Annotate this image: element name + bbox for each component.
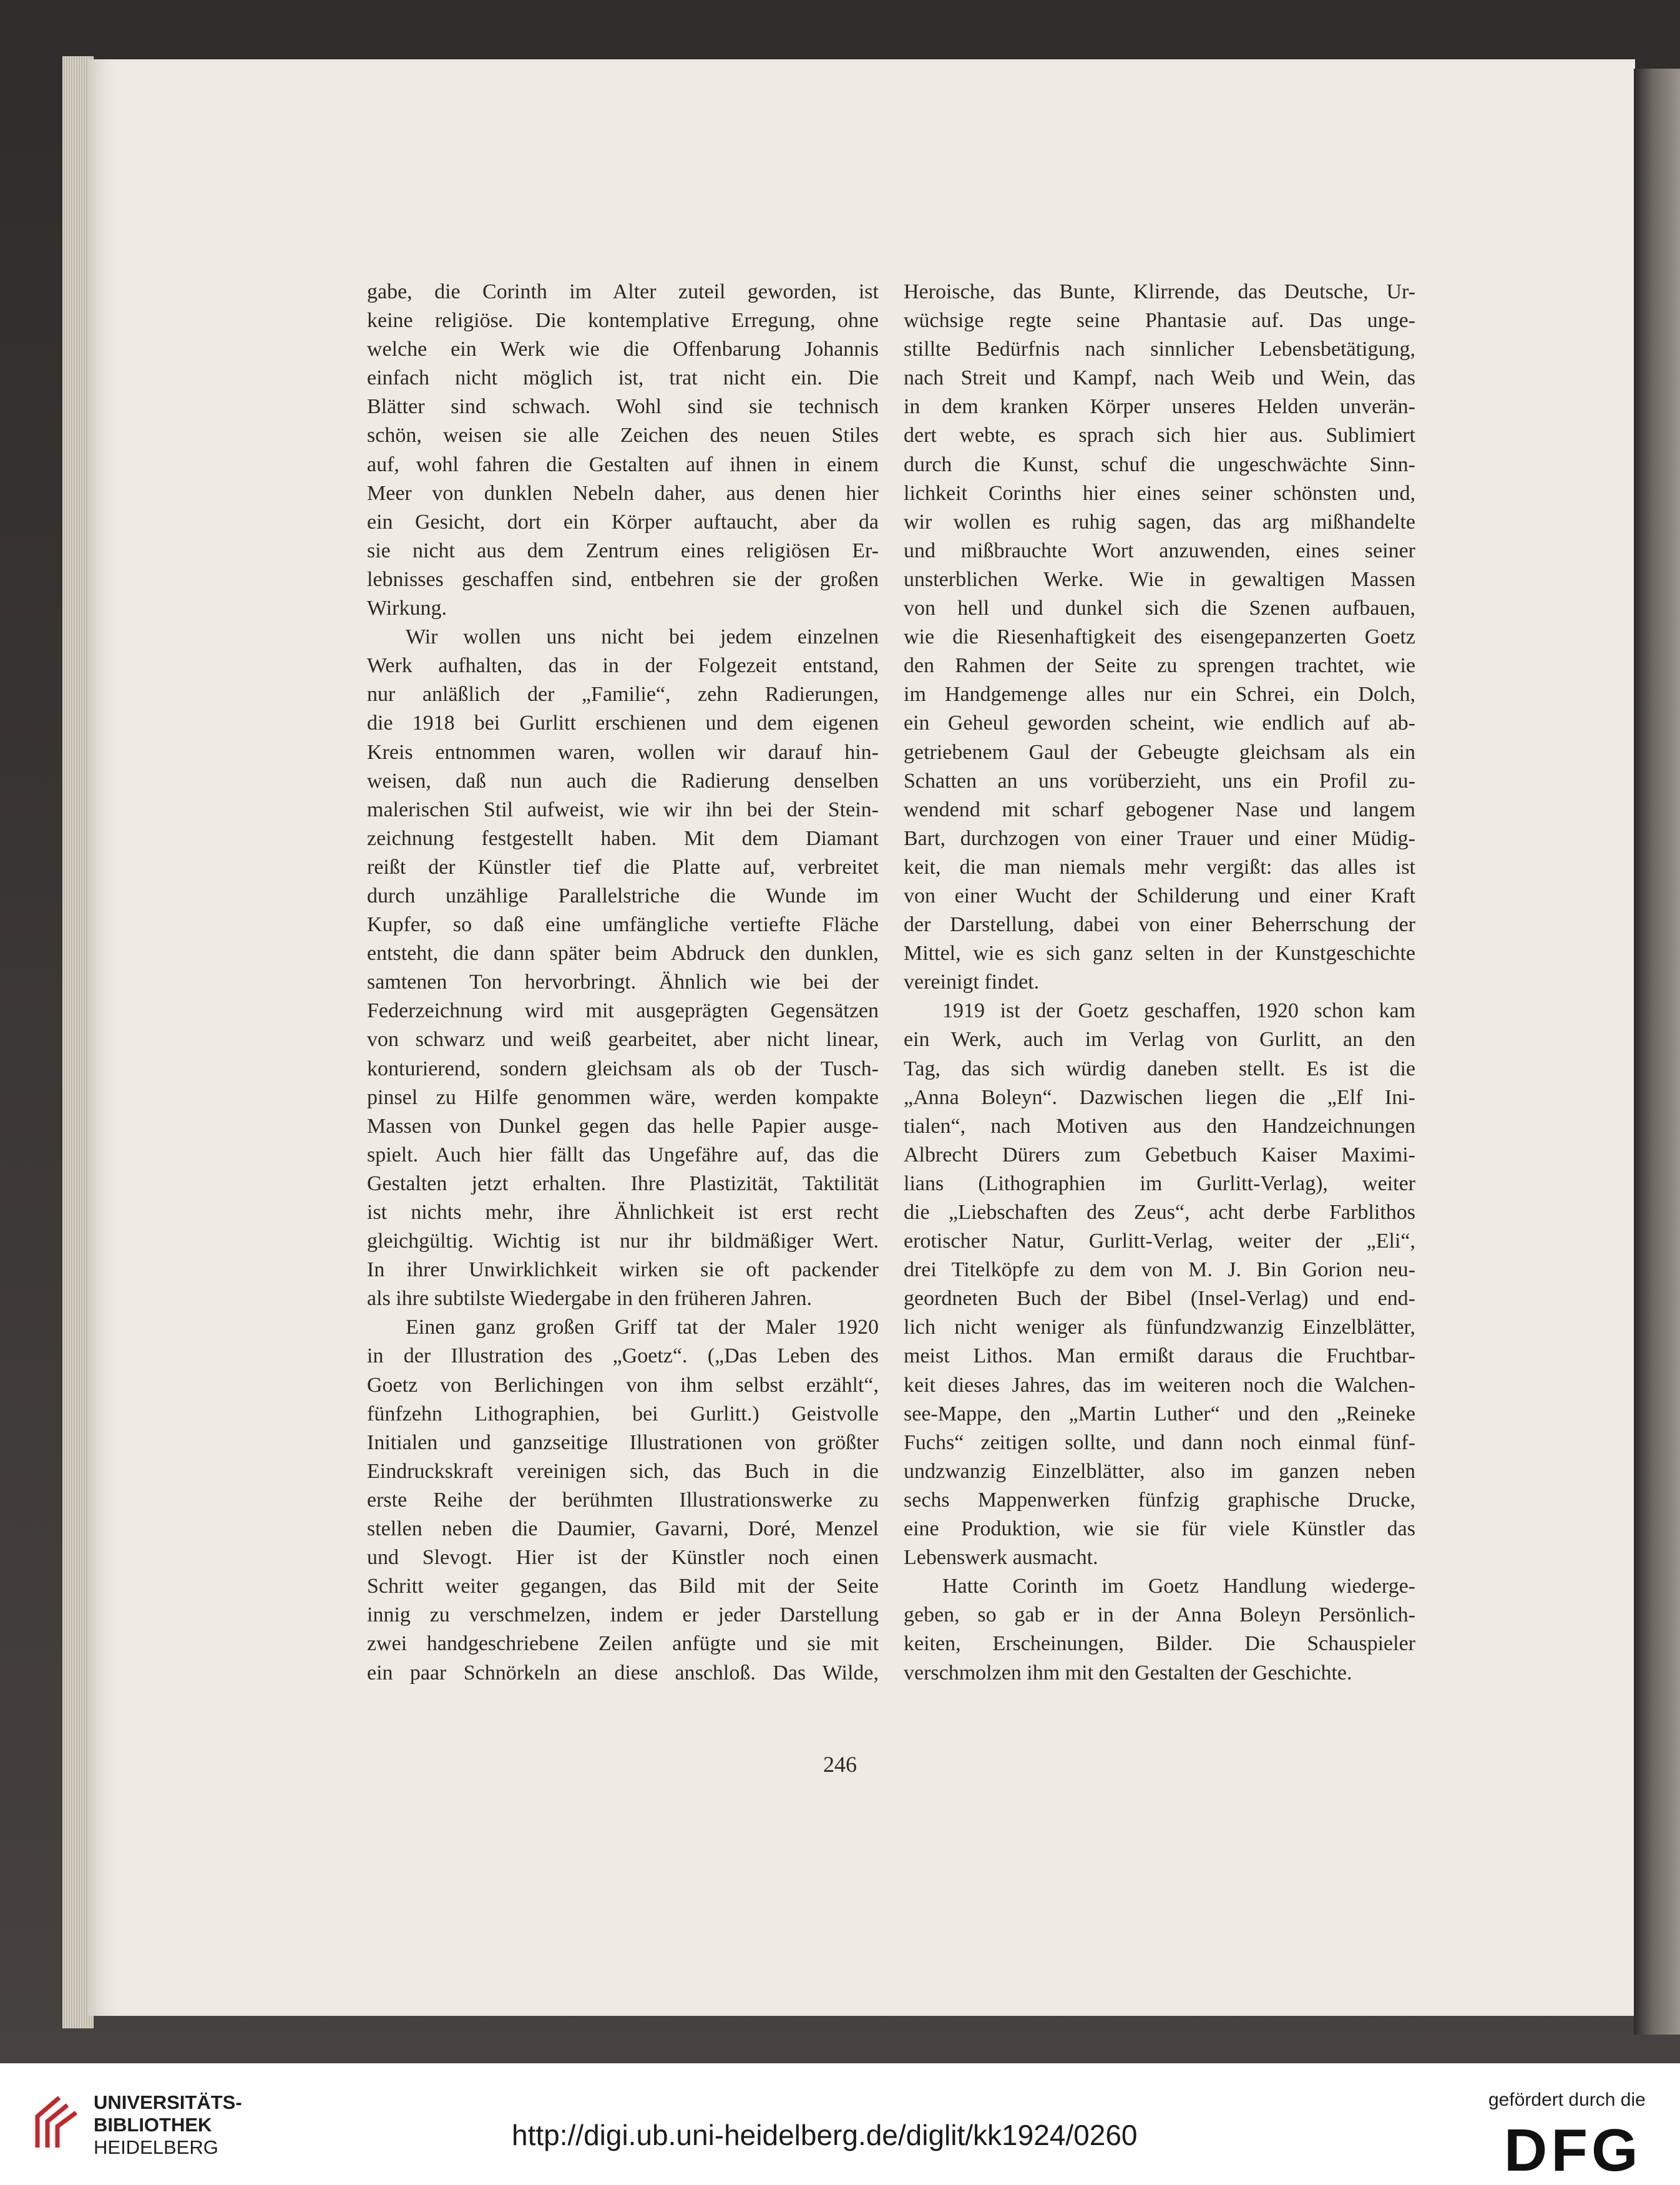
text-line: Initialen und ganzseitige Illustrationen von größter (367, 1430, 879, 1454)
text-line: als ihre subtilste Wiedergabe in den früheren Jahren. (367, 1287, 813, 1311)
text-line: geordneten Buch der Bibel (Insel-Verlag) und end- (904, 1287, 1415, 1311)
text-line: In ihrer Unwirklichkeit wirken sie oft packender (367, 1258, 879, 1282)
text-line: keit dieses Jahres, das im weiteren noch die Walchen- (904, 1373, 1415, 1397)
text-line: Albrecht Dürers zum Gebetbuch Kaiser Maximi- (904, 1143, 1415, 1166)
text-line: gleichgültig. Wichtig ist nur ihr bildmäßiger Wert. (367, 1229, 879, 1253)
text-line: Lebenswerk ausmacht. (904, 1546, 1098, 1570)
text-line: die 1918 bei Gurlitt erschienen und dem eigenen (367, 711, 879, 735)
text-line: Wirkung. (367, 597, 447, 620)
permalink-url[interactable]: http://digi.ub.uni-heidelberg.de/diglit/kk1924/0260 (512, 2119, 1138, 2151)
text-line: Einen ganz großen Griff tat der Maler 1920 (406, 1316, 879, 1339)
text-line: weisen, daß nun auch die Radierung denselben (367, 769, 879, 793)
text-line: in der Illustration des „Goetz“. („Das Leben des (367, 1344, 879, 1368)
text-line: lich nicht weniger als fünfundzwanzig Einzelblätter, (904, 1316, 1415, 1339)
text-line: reißt der Künstler tief die Platte auf, verbreitet (367, 855, 879, 879)
library-name-line-1: UNIVERSITÄTS- (94, 2091, 242, 2113)
text-line: geben, so gab er in der Anna Boleyn Persönlich- (904, 1603, 1415, 1627)
text-line: ist nichts mehr, ihre Ähnlichkeit ist erst recht (367, 1201, 879, 1224)
text-line: stillte Bedürfnis nach sinnlicher Lebensbetätigung, (904, 338, 1415, 361)
dfg-logo: DFG (1504, 2117, 1642, 2184)
text-line: sechs Mappenwerken fünfzig graphische Drucke, (904, 1488, 1415, 1512)
text-line: entsteht, die dann später beim Abdruck den dunklen, (367, 942, 879, 965)
text-line: sie nicht aus dem Zentrum eines religiösen Er- (367, 539, 879, 562)
text-line: zwei handgeschriebene Zeilen anfügte und sie mit (367, 1632, 879, 1656)
text-line: gabe, die Corinth im Alter zuteil geworden, ist (367, 280, 879, 303)
text-line: Goetz von Berlichingen von ihm selbst erzählt“, (367, 1373, 879, 1397)
text-line: see-Mappe, den „Martin Luther“ und den „Reineke (904, 1402, 1415, 1425)
library-name-line-2: BIBLIOTHEK (94, 2114, 212, 2136)
text-line: Heroische, das Bunte, Klirrende, das Deutsche, Ur- (904, 280, 1415, 303)
text-line: ein paar Schnörkeln an diese anschloß. Das Wilde, (367, 1661, 879, 1684)
text-line: Bart, durchzogen von einer Trauer und einer Müdig- (904, 826, 1415, 850)
library-name-line-3: HEIDELBERG (94, 2136, 218, 2158)
text-line: getriebenem Gaul der Gebeugte gleichsam als ein (904, 740, 1415, 764)
text-line: spielt. Auch hier fällt das Ungefähre auf, das die (367, 1143, 879, 1166)
text-line: erotischer Natur, Gurlitt-Verlag, weiter der „Eli“, (904, 1229, 1415, 1253)
text-line: unsterblichen Werke. Wie in gewaltigen Massen (904, 567, 1415, 591)
text-line: ein Geheul geworden scheint, wie endlich auf ab- (904, 711, 1415, 735)
text-line: schön, weisen sie alle Zeichen des neuen Stiles (367, 424, 879, 447)
text-line: malerischen Stil aufweist, wie wir ihn bei der Stein- (367, 798, 879, 821)
text-line: im Handgemenge alles nur ein Schrei, ein Dolch, (904, 683, 1415, 706)
page-number: 246 (823, 1752, 857, 1777)
text-line: Kupfer, so daß eine umfängliche vertiefte Fläche (367, 913, 879, 937)
text-line: auf, wohl fahren die Gestalten auf ihnen in einem (367, 452, 879, 476)
ub-heidelberg-logo-icon (25, 2091, 87, 2154)
text-line: Tag, das sich würdig daneben stellt. Es ist die (904, 1057, 1415, 1080)
text-line: wir wollen es ruhig sagen, das arg mißhandelte (904, 510, 1415, 534)
text-line: Wir wollen uns nicht bei jedem einzelnen (406, 625, 879, 649)
text-line: wie die Riesenhaftigkeit des eisengepanzerten Goetz (904, 625, 1415, 649)
text-line: Schatten an uns vorüberzieht, uns ein Profil zu- (904, 769, 1415, 793)
text-line: in dem kranken Körper unseres Helden unverän- (904, 395, 1415, 419)
text-line: erste Reihe der berühmten Illustrationswerke zu (367, 1488, 879, 1512)
text-line: keit, die man niemals mehr vergißt: das alles ist (904, 855, 1415, 879)
text-line: die „Liebschaften des Zeus“, acht derbe Farblithos (904, 1201, 1415, 1224)
text-line: stellen neben die Daumier, Gavarni, Doré, Menzel (367, 1517, 879, 1541)
text-line: wendend mit scharf gebogener Nase und langem (904, 798, 1415, 821)
text-line: „Anna Boleyn“. Dazwischen liegen die „Elf Ini- (904, 1085, 1415, 1109)
text-line: keine religiöse. Die kontemplative Erregung, ohne (367, 309, 879, 333)
text-line: Gestalten jetzt erhalten. Ihre Plastizität, Taktilität (367, 1171, 879, 1195)
text-line: samtenen Ton hervorbringt. Ähnlich wie bei der (367, 970, 879, 994)
text-line: Kreis entnommen waren, wollen wir darauf hin- (367, 740, 879, 764)
text-line: Federzeichnung wird mit ausgeprägten Gegensätzen (367, 999, 879, 1023)
text-line: Meer von dunklen Nebeln daher, aus denen hier (367, 481, 879, 505)
text-line: wüchsige regte seine Phantasie auf. Das unge- (904, 309, 1415, 333)
text-line: vereinigt findet. (904, 970, 1040, 994)
text-line: Fuchs“ zeitigen sollte, und dann noch einmal fünf- (904, 1430, 1415, 1454)
text-line: von hell und dunkel sich die Szenen aufbauen, (904, 597, 1415, 620)
text-line: durch die Kunst, schuf die ungeschwächte Sinn- (904, 452, 1415, 476)
text-line: drei Titelköpfe zu dem von M. J. Bin Gorion neu- (904, 1258, 1415, 1282)
text-line: fünfzehn Lithographien, bei Gurlitt.) Geistvolle (367, 1402, 879, 1425)
text-line: nach Streit und Kampf, nach Weib und Wein, das (904, 366, 1415, 390)
text-line: Mittel, wie es sich ganz selten in der Kunstgeschichte (904, 942, 1415, 965)
text-line: tialen“, nach Motiven aus den Handzeichnungen (904, 1114, 1415, 1138)
text-line: Massen von Dunkel gegen das helle Papier ausge- (367, 1114, 879, 1138)
text-line: Hatte Corinth im Goetz Handlung wiederge- (942, 1575, 1415, 1598)
text-line: den Rahmen der Seite zu sprengen trachtet, wie (904, 654, 1415, 678)
text-line: verschmolzen ihm mit den Gestalten der Geschichte. (904, 1661, 1352, 1684)
text-line: konturierend, sondern gleichsam als ob der Tusch- (367, 1057, 879, 1080)
text-line: Schritt weiter gegangen, das Bild mit der Seite (367, 1575, 879, 1598)
text-line: 1919 ist der Goetz geschaffen, 1920 schon kam (942, 999, 1415, 1023)
text-line: ein Werk, auch im Verlag von Gurlitt, an den (904, 1028, 1415, 1052)
text-line: undzwanzig Einzelblätter, also im ganzen neben (904, 1459, 1415, 1483)
text-line: lichkeit Corinths hier eines seiner schönsten und, (904, 481, 1415, 505)
text-line: pinsel zu Hilfe genommen wäre, werden kompakte (367, 1085, 879, 1109)
text-line: ein Gesicht, dort ein Körper auftaucht, aber da (367, 510, 879, 534)
text-line: welche ein Werk wie die Offenbarung Johannis (367, 338, 879, 361)
text-line: lians (Lithographien im Gurlitt-Verlag), weiter (904, 1171, 1415, 1195)
text-line: von einer Wucht der Schilderung und einer Kraft (904, 884, 1415, 907)
text-line: lebnisses geschaffen sind, entbehren sie der großen (367, 567, 879, 591)
text-line: zeichnung festgestellt haben. Mit dem Diamant (367, 826, 879, 850)
text-column-right (904, 278, 1415, 1688)
text-line: eine Produktion, wie sie für viele Künstler das (904, 1517, 1415, 1541)
text-line: meist Lithos. Man ermißt daraus die Fruchtbar- (904, 1344, 1415, 1368)
text-line: der Darstellung, dabei von einer Beherrschung der (904, 913, 1415, 937)
text-line: von schwarz und weiß gearbeitet, aber nicht linear, (367, 1028, 879, 1052)
text-line: dert webte, es sprach sich hier aus. Sublimiert (904, 424, 1415, 447)
text-column-left (367, 278, 879, 1688)
text-line: und mißbrauchte Wort anzuwenden, eines seiner (904, 539, 1415, 562)
text-line: Blätter sind schwach. Wohl sind sie technisch (367, 395, 879, 419)
text-line: nur anläßlich der „Familie“, zehn Radierungen, (367, 683, 879, 706)
text-line: einfach nicht möglich ist, trat nicht ein. Die (367, 366, 879, 390)
viewer-footer (0, 2063, 1680, 2185)
text-line: Eindruckskraft vereinigen sich, das Buch in die (367, 1459, 879, 1483)
library-name (94, 2091, 242, 2159)
funded-by-label: gefördert durch die (1488, 2090, 1646, 2110)
text-line: durch unzählige Parallelstriche die Wunde im (367, 884, 879, 907)
text-line: und Slevogt. Hier ist der Künstler noch einen (367, 1546, 879, 1570)
text-line: Werk aufhalten, das in der Folgezeit entstand, (367, 654, 879, 678)
text-line: keiten, Erscheinungen, Bilder. Die Schauspieler (904, 1632, 1415, 1656)
text-line: innig zu verschmelzen, indem er jeder Darstellung (367, 1603, 879, 1627)
next-page-edge (1634, 69, 1680, 2035)
